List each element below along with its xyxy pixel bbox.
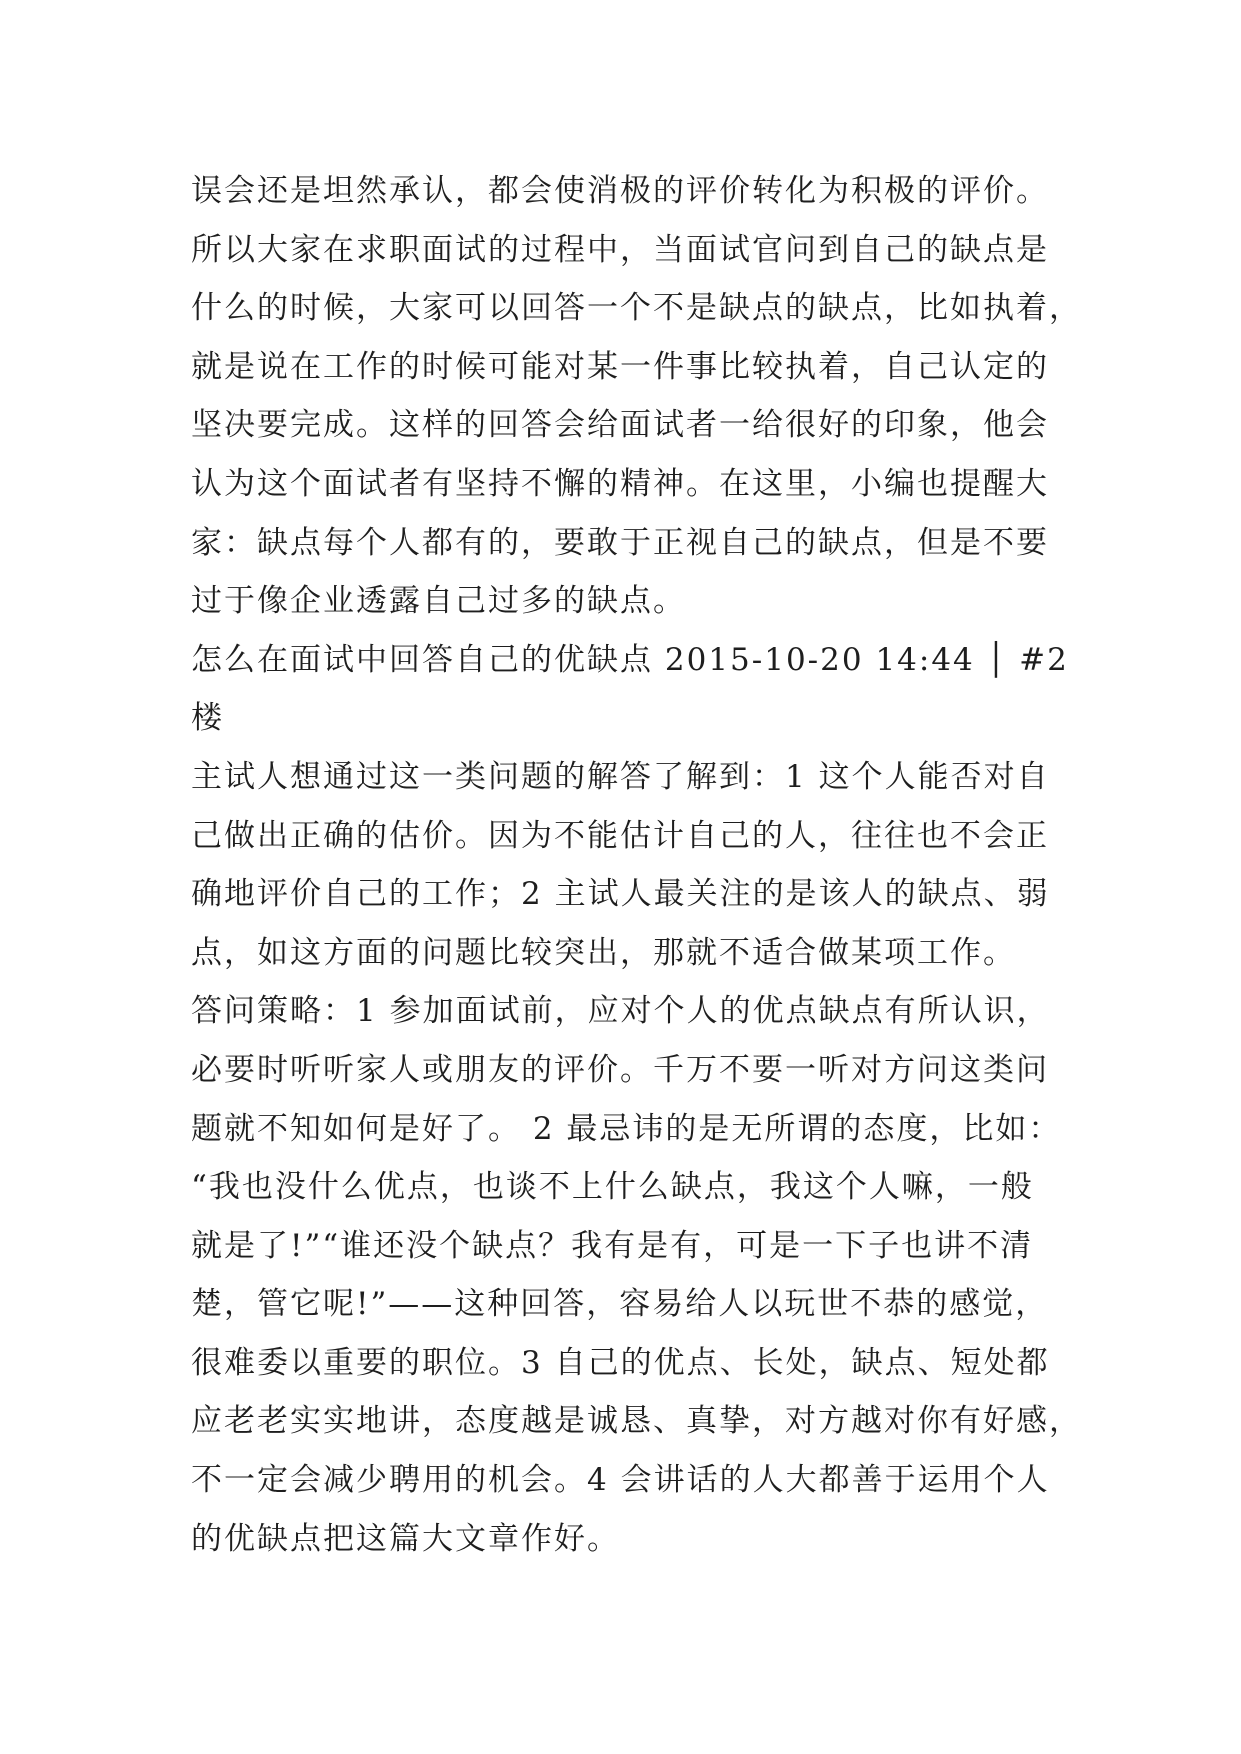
document-body [191, 162, 1082, 1568]
text-line: 己做出正确的估价。因为不能估计自己的人，往往也不会正 [191, 817, 1049, 854]
text-line: 就是了!”“谁还没个缺点？我有是有，可是一下子也讲不清 [191, 1227, 1034, 1264]
text-line: 题就不知如何是好了。 2 最忌讳的是无所谓的态度，比如： [191, 1110, 1062, 1147]
text-line: 应老老实实地讲，态度越是诚恳、真挚，对方越对你有好感， [191, 1403, 1082, 1440]
text-line: 过于像企业透露自己过多的缺点。 [191, 583, 686, 620]
text-line: 认为这个面试者有坚持不懈的精神。在这里，小编也提醒大 [191, 465, 1049, 502]
text-line: 所以大家在求职面试的过程中，当面试官问到自己的缺点是 [191, 231, 1049, 268]
text-line: 误会还是坦然承认，都会使消极的评价转化为积极的评价。 [191, 173, 1049, 209]
text-line: 点，如这方面的问题比较突出，那就不适合做某项工作。 [191, 934, 1016, 971]
text-line: 什么的时候，大家可以回答一个不是缺点的缺点，比如执着， [191, 290, 1082, 327]
text-line: 家：缺点每个人都有的，要敢于正视自己的缺点，但是不要 [191, 524, 1049, 561]
text-line: 确地评价自己的工作；2 主试人最关注的是该人的缺点、弱 [191, 876, 1050, 913]
text-line: 的优缺点把这篇大文章作好。 [191, 1520, 620, 1557]
text-line: 很难委以重要的职位。3 自己的优点、长处，缺点、短处都 [191, 1344, 1050, 1381]
post-header-line: 怎么在面试中回答自己的优缺点 2015-10-20 14:44 │ #2 [191, 641, 1069, 678]
text-line: 主试人想通过这一类问题的解答了解到：1 这个人能否对自 [191, 758, 1050, 795]
text-line: 答问策略：1 参加面试前，应对个人的优点缺点有所认识， [191, 993, 1050, 1030]
text-line: “我也没什么优点，也谈不上什么缺点，我这个人嘛，一般 [191, 1169, 1034, 1206]
text-line: 楚，管它呢!”——这种回答，容易给人以玩世不恭的感觉， [191, 1286, 1049, 1323]
text-line: 就是说在工作的时候可能对某一件事比较执着，自己认定的 [191, 348, 1049, 385]
text-line: 不一定会减少聘用的机会。4 会讲话的人大都善于运用个人 [191, 1462, 1050, 1499]
text-line: 必要时听听家人或朋友的评价。千万不要一听对方问这类问 [191, 1051, 1049, 1088]
post-floor-label: 楼 [191, 700, 224, 737]
text-line: 坚决要完成。这样的回答会给面试者一给很好的印象，他会 [191, 407, 1049, 444]
